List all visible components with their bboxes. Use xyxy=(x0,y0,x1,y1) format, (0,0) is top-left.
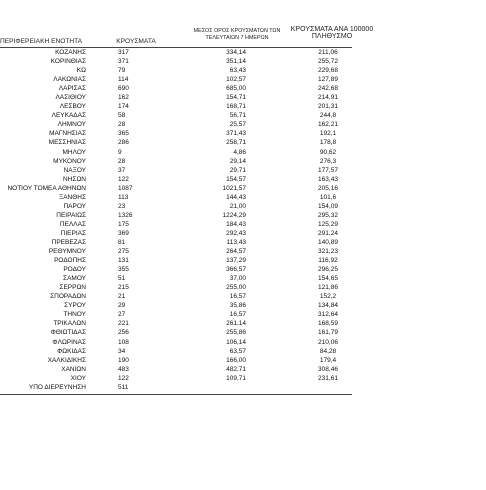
cases-cell: 131 xyxy=(118,257,129,265)
table-row xyxy=(0,57,486,66)
region-cell: ΜΑΓΝΗΣΙΑΣ xyxy=(49,130,86,138)
table-row xyxy=(0,338,486,347)
table-row xyxy=(0,220,486,229)
per100k-cell: 134,84 xyxy=(318,302,338,310)
table-header xyxy=(0,22,486,48)
cases-cell: 27 xyxy=(118,311,126,319)
avg7-cell: 334,14 xyxy=(226,49,246,56)
region-cell: ΦΘΙΩΤΙΔΑΣ xyxy=(50,329,86,337)
avg7-cell: 63,57 xyxy=(229,347,246,355)
region-cell: ΝΑΞΟΥ xyxy=(63,166,86,174)
per100k-cell: 168,59 xyxy=(318,320,338,328)
avg7-cell: 168,71 xyxy=(226,103,246,111)
table-row xyxy=(0,75,486,84)
region-cell: ΣΑΜΟΥ xyxy=(63,275,86,283)
avg7-cell: 56,71 xyxy=(229,112,246,120)
per100k-cell: 296,25 xyxy=(318,266,338,274)
table-row xyxy=(0,66,486,75)
region-cell: ΚΟΖΑΝΗΣ xyxy=(55,49,86,56)
avg7-cell: 261,14 xyxy=(226,320,246,328)
avg7-cell: 137,29 xyxy=(226,257,246,265)
per100k-cell: 179,4 xyxy=(319,356,337,364)
region-cell: ΧΙΟΥ xyxy=(70,374,86,382)
cases-cell: 511 xyxy=(118,383,129,391)
avg7-cell: 29,14 xyxy=(229,157,246,165)
table-row xyxy=(0,193,486,202)
per100k-cell: 163,43 xyxy=(318,175,338,183)
region-cell: ΣΕΡΡΩΝ xyxy=(59,284,86,292)
table-bottom-divider xyxy=(0,394,352,395)
region-cell: ΦΩΚΙΔΑΣ xyxy=(57,347,86,355)
region-cell: ΜΥΚΟΝΟΥ xyxy=(53,157,86,165)
table-row xyxy=(0,347,486,356)
cases-cell: 1087 xyxy=(118,184,133,192)
cases-cell: 9 xyxy=(118,148,122,156)
header-region: ΠΕΡΙΦΕΡΕΙΑΚΗ ΕΝΟΤΗΤΑ xyxy=(0,38,83,45)
avg7-cell: 255,86 xyxy=(226,329,246,337)
region-cell: ΝΟΤΙΟΥ ΤΟΜΕΑ ΑΘΗΝΩΝ xyxy=(7,184,86,192)
cases-cell: 371 xyxy=(118,58,129,66)
region-cell: ΣΥΡΟΥ xyxy=(64,302,86,310)
table-row xyxy=(0,247,486,256)
avg7-cell: 264,57 xyxy=(226,248,246,256)
region-cell: ΡΟΔΟΥ xyxy=(63,266,86,274)
region-cell: ΤΗΝΟΥ xyxy=(63,311,86,319)
region-cell: ΜΕΣΣΗΝΙΑΣ xyxy=(48,139,86,147)
region-cell: ΠΕΛΛΑΣ xyxy=(59,220,86,228)
region-cell: ΧΑΝΙΩΝ xyxy=(61,365,86,373)
region-cell: ΦΛΩΡΙΝΑΣ xyxy=(52,338,86,346)
avg7-cell: 144,43 xyxy=(226,193,246,201)
table-row xyxy=(0,84,486,93)
cases-cell: 23 xyxy=(118,202,126,210)
table-row xyxy=(0,229,486,238)
table-row xyxy=(0,211,486,220)
region-cell: ΛΑΣΙΘΙΟΥ xyxy=(55,94,86,102)
cases-cell: 275 xyxy=(118,248,129,256)
table-row xyxy=(0,283,486,292)
table-row xyxy=(0,111,486,120)
region-cell: ΡΕΘΥΜΝΟΥ xyxy=(48,248,86,256)
table-row xyxy=(0,102,486,111)
region-cell: ΡΟΔΟΠΗΣ xyxy=(54,257,86,265)
region-cell: ΛΑΚΩΝΙΑΣ xyxy=(53,76,86,84)
table-row xyxy=(0,202,486,211)
table-row xyxy=(0,274,486,283)
region-cell: ΚΟΡΙΝΘΙΑΣ xyxy=(50,58,86,66)
header-cases: ΚΡΟΥΣΜΑΤΑ xyxy=(116,38,156,45)
per100k-cell: 161,79 xyxy=(318,329,338,337)
per100k-cell: 229,68 xyxy=(318,67,338,75)
table-row xyxy=(0,310,486,319)
cases-cell: 122 xyxy=(118,175,129,183)
per100k-cell: 116,92 xyxy=(318,257,338,265)
cases-cell: 37 xyxy=(118,166,126,174)
table-row xyxy=(0,256,486,265)
region-cell: ΤΡΙΚΑΛΩΝ xyxy=(53,320,86,328)
per100k-cell: 291,24 xyxy=(318,229,338,237)
avg7-cell: 109,71 xyxy=(226,374,246,382)
cases-cell: 51 xyxy=(118,275,126,283)
region-cell: ΠΙΕΡΙΑΣ xyxy=(60,229,86,237)
avg7-cell: 16,57 xyxy=(229,311,246,319)
cases-cell: 190 xyxy=(118,356,129,364)
cases-cell: 81 xyxy=(118,238,126,246)
per100k-cell: 321,23 xyxy=(318,248,338,256)
region-cell: ΝΗΣΩΝ xyxy=(63,175,86,183)
per100k-cell: 127,89 xyxy=(318,76,338,84)
avg7-cell: 351,14 xyxy=(226,58,246,66)
avg7-cell: 4,86 xyxy=(233,148,246,156)
avg7-cell: 25,57 xyxy=(229,121,246,129)
cases-cell: 355 xyxy=(118,266,129,274)
table-body xyxy=(0,48,486,392)
avg7-cell: 255,00 xyxy=(226,284,246,292)
region-cell: ΥΠΟ ΔΙΕΡΕΥΝΗΣΗ xyxy=(28,383,86,391)
avg7-cell: 29,71 xyxy=(229,166,246,174)
per100k-cell: 244,8 xyxy=(319,112,337,120)
avg7-cell: 184,43 xyxy=(226,220,246,228)
avg7-cell: 113,43 xyxy=(226,238,246,246)
table-row xyxy=(0,148,486,157)
cases-cell: 317 xyxy=(118,49,129,56)
region-cell: ΛΗΜΝΟΥ xyxy=(57,121,86,129)
per100k-cell: 312,64 xyxy=(318,311,338,319)
cases-cell: 174 xyxy=(118,103,129,111)
table-row xyxy=(0,356,486,365)
region-cell: ΠΡΕΒΕΖΑΣ xyxy=(51,238,86,246)
per100k-cell: 214,91 xyxy=(318,94,338,102)
region-cell: ΛΕΣΒΟΥ xyxy=(59,103,86,111)
per100k-cell: 162,21 xyxy=(318,121,338,129)
cases-cell: 175 xyxy=(118,220,129,228)
region-cell: ΞΑΝΘΗΣ xyxy=(58,193,86,201)
cases-cell: 286 xyxy=(118,139,129,147)
region-cell: ΧΑΛΚΙΔΙΚΗΣ xyxy=(47,356,86,364)
cases-cell: 108 xyxy=(118,338,129,346)
per100k-cell: 231,61 xyxy=(318,374,338,382)
cases-cell: 21 xyxy=(118,293,126,301)
per100k-cell: 242,68 xyxy=(318,85,338,93)
per100k-cell: 101,6 xyxy=(319,193,337,201)
per100k-cell: 125,29 xyxy=(318,220,338,228)
cases-cell: 1326 xyxy=(118,211,133,219)
region-cell: ΜΗΛΟΥ xyxy=(62,148,86,156)
per100k-cell: 205,16 xyxy=(318,184,338,192)
table-row xyxy=(0,129,486,138)
cases-cell: 28 xyxy=(118,121,126,129)
cases-cell: 29 xyxy=(118,302,126,310)
table-row xyxy=(0,365,486,374)
cases-cell: 221 xyxy=(118,320,129,328)
header-avg7: ΜΕΣΟΣ ΟΡΟΣ ΚΡΟΥΣΜΑΤΩΝ ΤΩΝ ΤΕΛΕΥΤΑΙΩΝ 7 ΗΜΕΡΩΝ xyxy=(193,28,281,41)
cases-cell: 365 xyxy=(118,130,129,138)
cases-cell: 483 xyxy=(118,365,129,373)
per100k-cell: 140,89 xyxy=(318,238,338,246)
avg7-cell: 166,00 xyxy=(226,356,246,364)
per100k-cell: 178,8 xyxy=(319,139,337,147)
cases-cell: 113 xyxy=(118,193,129,201)
avg7-cell: 366,57 xyxy=(226,266,246,274)
per100k-cell: 154,09 xyxy=(318,202,338,210)
per100k-cell: 152,2 xyxy=(319,293,337,301)
cases-cell: 162 xyxy=(118,94,129,102)
table-row xyxy=(0,319,486,328)
avg7-cell: 16,57 xyxy=(229,293,246,301)
avg7-cell: 258,71 xyxy=(226,139,246,147)
avg7-cell: 63,43 xyxy=(229,67,246,75)
region-cell: ΛΑΡΙΣΑΣ xyxy=(58,85,86,93)
per100k-cell: 308,46 xyxy=(318,365,338,373)
cases-cell: 122 xyxy=(118,374,129,382)
table-row xyxy=(0,138,486,147)
avg7-cell: 154,71 xyxy=(226,94,246,102)
avg7-cell: 102,57 xyxy=(226,76,246,84)
avg7-cell: 35,86 xyxy=(229,302,246,310)
per100k-cell: 201,31 xyxy=(318,103,338,111)
region-cell: ΛΕΥΚΑΔΑΣ xyxy=(51,112,86,120)
cases-cell: 28 xyxy=(118,157,126,165)
header-per100k: ΚΡΟΥΣΜΑΤΑ ΑΝΑ 100000 ΠΛΗΘΥΣΜΟ xyxy=(290,26,374,40)
table-row xyxy=(0,175,486,184)
table-row xyxy=(0,383,486,392)
region-cell: ΠΑΡΟΥ xyxy=(63,202,86,210)
avg7-cell: 106,14 xyxy=(226,338,246,346)
cases-cell: 256 xyxy=(118,329,129,337)
per100k-cell: 276,3 xyxy=(319,157,337,165)
avg7-cell: 685,00 xyxy=(226,85,246,93)
avg7-cell: 154,57 xyxy=(226,175,246,183)
cases-cell: 34 xyxy=(118,347,126,355)
avg7-cell: 21,00 xyxy=(229,202,246,210)
table-row xyxy=(0,301,486,310)
avg7-cell: 1021,57 xyxy=(222,184,246,192)
cases-cell: 690 xyxy=(118,85,129,93)
table-row xyxy=(0,238,486,247)
table-row xyxy=(0,166,486,175)
cases-cell: 114 xyxy=(118,76,129,84)
table-row xyxy=(0,292,486,301)
table-row xyxy=(0,157,486,166)
per100k-cell: 295,32 xyxy=(318,211,338,219)
table-row xyxy=(0,328,486,337)
per100k-cell: 177,57 xyxy=(318,166,338,174)
per100k-cell: 84,28 xyxy=(319,347,337,355)
per100k-cell: 154,65 xyxy=(318,275,338,283)
avg7-cell: 37,00 xyxy=(229,275,246,283)
avg7-cell: 1224,29 xyxy=(222,211,246,219)
per100k-cell: 211,06 xyxy=(318,49,338,56)
table-row xyxy=(0,120,486,129)
avg7-cell: 292,43 xyxy=(226,229,246,237)
table-row xyxy=(0,265,486,274)
cases-cell: 369 xyxy=(118,229,129,237)
avg7-cell: 371,43 xyxy=(226,130,246,138)
cases-cell: 58 xyxy=(118,112,126,120)
per100k-cell: 90,62 xyxy=(319,148,337,156)
per100k-cell: 121,86 xyxy=(318,284,338,292)
table-row xyxy=(0,184,486,193)
cases-cell: 79 xyxy=(118,67,126,75)
per100k-cell: 192,1 xyxy=(319,130,337,138)
table-row xyxy=(0,48,486,57)
region-cell: ΠΕΙΡΑΙΩΣ xyxy=(56,211,86,219)
per100k-cell: 255,72 xyxy=(318,58,338,66)
per100k-cell: 210,06 xyxy=(318,338,338,346)
cases-cell: 215 xyxy=(118,284,129,292)
region-cell: ΚΩ xyxy=(76,67,86,75)
table-row xyxy=(0,374,486,383)
region-cell: ΣΠΟΡΑΔΩΝ xyxy=(50,293,86,301)
table-row xyxy=(0,93,486,102)
avg7-cell: 482,71 xyxy=(226,365,246,373)
